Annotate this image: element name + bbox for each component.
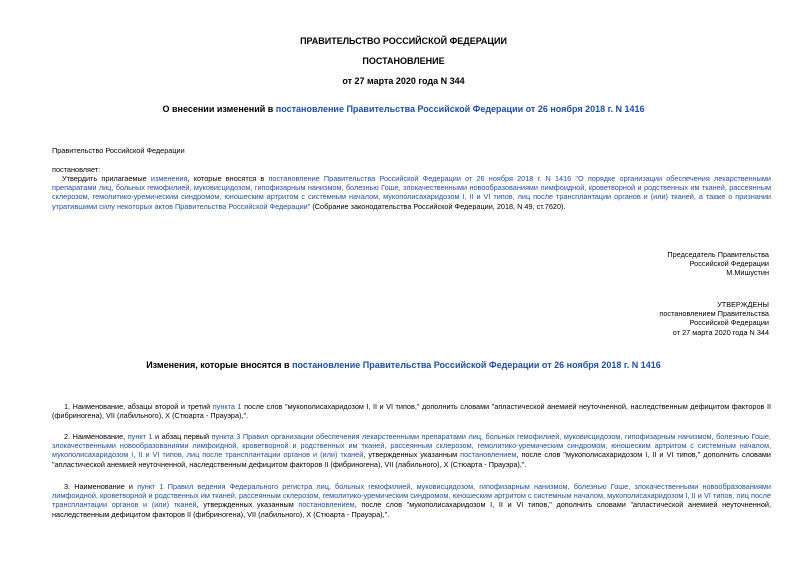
paragraph-text: , которые вносятся в — [187, 174, 269, 183]
approval-stamp — [659, 300, 769, 337]
decree-1416-link[interactable]: постановление Правительства Российской Федерации от 26 ноября 2018 г. N 1416 "О порядке организации обеспечения лекарственными препаратами лиц, больных гемофилией, муковисцидозом, гипофизарным нанизмом, болезнью Гоше, злокачественными новообразованиями лимфоидной, кроветворной и родственных им тканей, рассеянным склерозом, гемолитико-уремическим синдромом, юношеским артритом с системным началом, мукополисахаридозом I, II и VI типов, лиц после трансплантации органов и (или) тканей, а также о признании утратившими силу некоторых актов Правительства Российской Федерации" — [52, 174, 771, 211]
item-text: и абзац первый — [152, 432, 212, 441]
item-2-link-rules[interactable]: пункта 3 Правил организации обеспечения лекарственными препаратами лиц, больных гемофилией, муковисцидозом, гипофизарным нанизмом, болезнью Гоше, злокачественными новообразованиями лимфоидной, кроветворной и родственных им тканей, рассеянным склерозом, гемолитико-уремическим синдромом, юношеским артритом с системным началом, мукополисахаридозом I, II и VI типов, лиц после трансплантации органов и (или) тканей — [52, 432, 771, 460]
changes-link[interactable]: изменения — [150, 174, 188, 183]
signature-country: Российской Федерации — [689, 259, 769, 269]
approved-label: УТВЕРЖДЕНЫ — [717, 300, 769, 309]
signature-name: М.Мишустин — [726, 268, 769, 278]
title-prefix: О внесении изменений в — [162, 104, 276, 114]
change-item-2 — [52, 432, 771, 469]
approved-date: от 27 марта 2020 года N 344 — [672, 327, 769, 337]
government-heading: ПРАВИТЕЛЬСТВО РОССИЙСКОЙ ФЕДЕРАЦИИ — [300, 36, 507, 46]
item-1-link[interactable]: пункта 1 — [212, 402, 242, 411]
item-2-link-decree[interactable]: постановлением — [460, 450, 517, 460]
gov-line: Правительство Российской Федерации — [52, 146, 185, 155]
document-title — [0, 104, 807, 114]
item-text: после слов "мукополисахаридозом I, II и VI типов," дополнить словами "апластической анемией неуточненной, наследственным дефицитом факторов II (фибриногена), VII (лабильного), X (Стюарта - Прауэра),". — [52, 402, 772, 421]
approved-country: Российской Федерации — [689, 318, 769, 328]
item-text: , после слов "мукополисахаридозом I, II и VI типов," дополнить словами "апластической анемией неуточненной, наследственным дефицитом факторов II (фибриногена), VII (лабильного), X (Стюарта - Прауэра),". — [52, 450, 771, 469]
paragraph-text: Утвердить прилагаемые — [62, 174, 151, 183]
changes-title-link[interactable]: постановление Правительства Российской Федерации от 26 ноября 2018 г. N 1416 — [292, 360, 661, 370]
changes-title — [0, 360, 807, 370]
decides-line: постановляет: — [52, 165, 101, 174]
document-date: от 27 марта 2020 года N 344 — [342, 76, 465, 86]
item-2-link-point1[interactable]: пункт 1 — [127, 432, 153, 441]
item-text: 3. Наименование и — [64, 482, 138, 491]
item-text: 1. Наименование, абзацы второй и третий — [64, 402, 213, 411]
title-decree-link[interactable]: постановление Правительства Российской Федерации от 26 ноября 2018 г. N 1416 — [275, 104, 645, 114]
signature-block — [667, 250, 769, 278]
item-text: , утвержденных указанным — [363, 450, 461, 460]
item-text: 2. Наименование, — [64, 432, 128, 441]
resolution-paragraph — [52, 174, 771, 211]
approved-by: постановлением Правительства — [659, 309, 769, 319]
item-text: , утвержденных указанным — [196, 500, 299, 510]
change-item-3 — [52, 482, 771, 519]
item-text: , после слов "мукополисахаридозом I, II и VI типов," дополнить словами "апластической анемией неуточненной, наследственным дефицитом факторов II (фибриногена), VII (лабильного), X (Стюарта - Прауэра),". — [52, 500, 771, 519]
change-item-1 — [52, 402, 771, 420]
item-3-link-decree[interactable]: постановлением — [298, 500, 355, 510]
paragraph-text: (Собрание законодательства Российской Федерации, 2018, N 49, ст.7620). — [310, 201, 566, 211]
changes-title-prefix: Изменения, которые вносятся в — [146, 360, 293, 370]
signature-position: Председатель Правительства — [667, 250, 769, 259]
item-3-link-rules[interactable]: пункт 1 Правил ведения Федерального регистра лиц, больных гемофилией, муковисцидозом, гипофизарным нанизмом, болезнью Гоше, злокачественными новообразованиями лимфоидной, кроветворной и родственных им тканей, рассеянным склерозом, гемолитико-уремическим синдромом, юношеским артритом с системным началом, мукополисахаридозом I, II и VI типов, лиц после трансплантации органов и (или) тканей — [52, 482, 772, 510]
document-type: ПОСТАНОВЛЕНИЕ — [362, 56, 445, 66]
